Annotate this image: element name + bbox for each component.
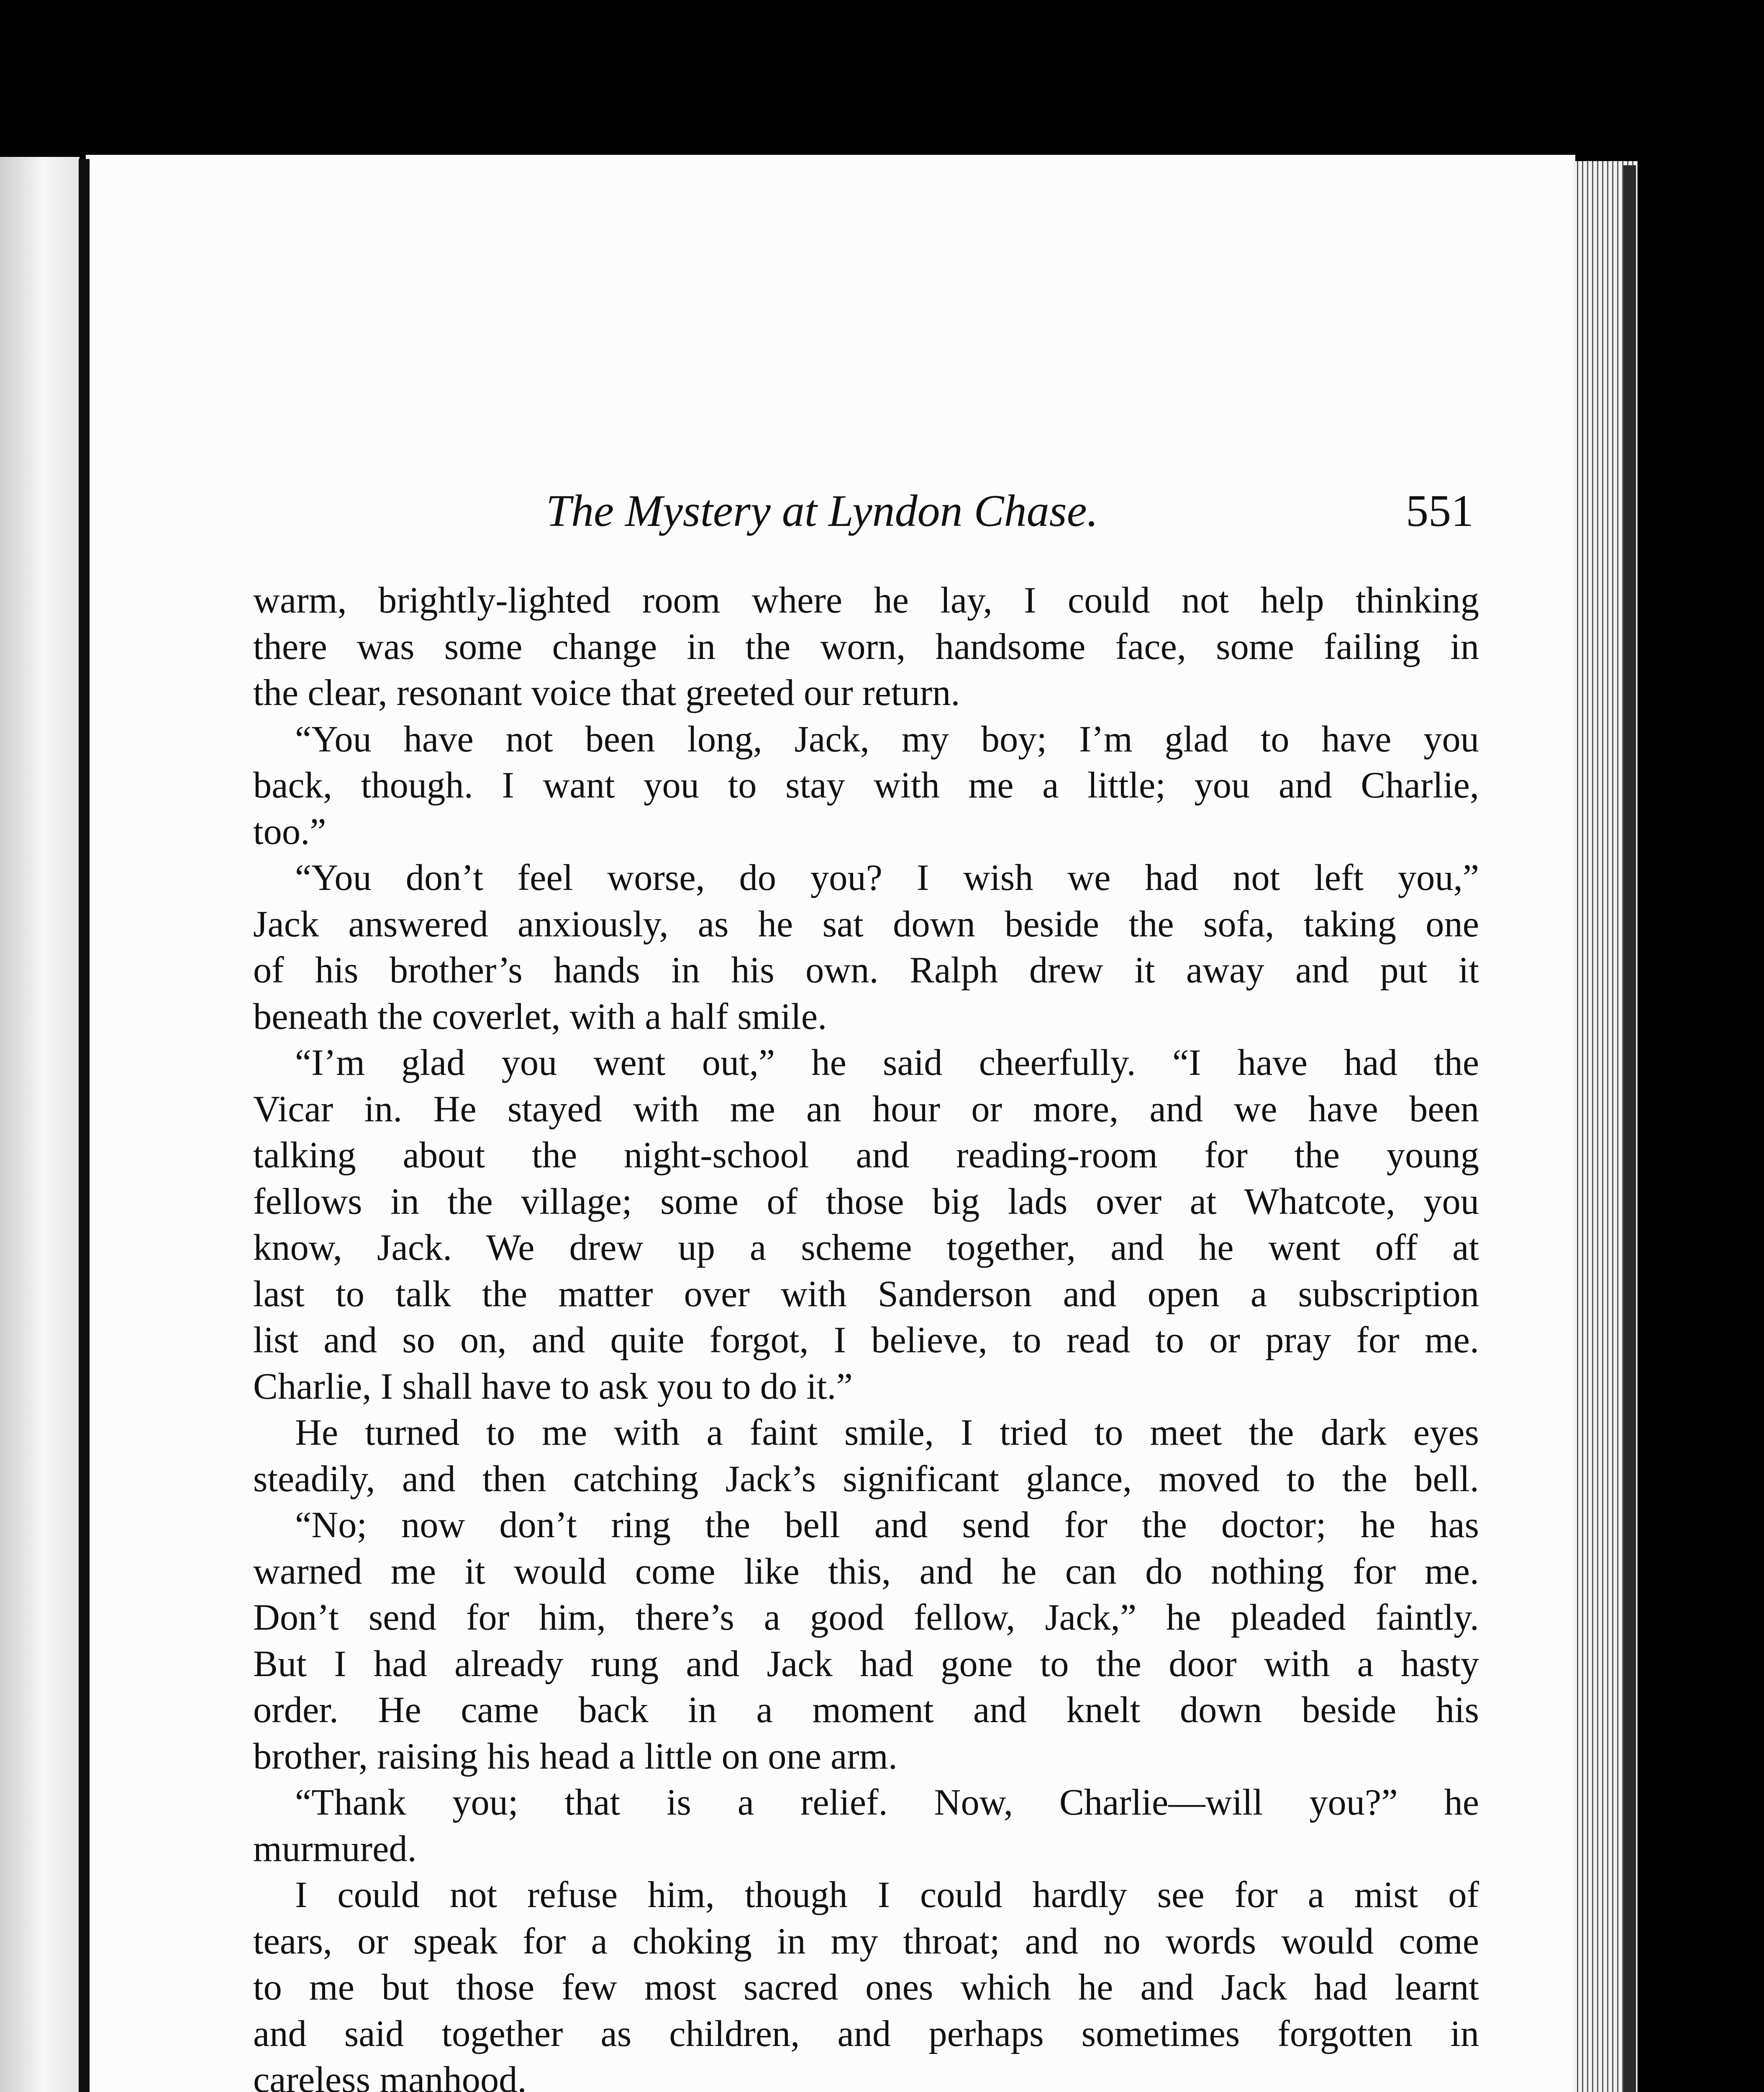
text-line: “You don’t feel worse, do you? I wish we had not left you,” xyxy=(295,857,1479,898)
text-line: order. He came back in a moment and knelt down beside his xyxy=(253,1689,1479,1731)
text-line: He turned to me with a faint smile, I tried to meet the dark eyes xyxy=(295,1412,1479,1453)
text-line: “No; now don’t ring the bell and send for the doctor; he has xyxy=(295,1505,1479,1546)
text-line: know, Jack. We drew up a scheme together, and he went off at xyxy=(253,1227,1479,1268)
text-line: too.” xyxy=(253,811,326,852)
text-line: Charlie, I shall have to ask you to do it.” xyxy=(253,1366,853,1407)
text-line: Jack answered anxiously, as he sat down beside the sofa, taking one xyxy=(253,903,1479,945)
page-edge-shadow xyxy=(1623,165,1636,2092)
text-line: murmured. xyxy=(253,1828,417,1869)
chapter-title: The Mystery at Lyndon Chase. xyxy=(546,486,1098,536)
text-line: “You have not been long, Jack, my boy; I’m glad to have you xyxy=(295,718,1479,760)
text-line: I could not refuse him, though I could hardly see for a mist of xyxy=(295,1874,1479,1915)
text-line: “Thank you; that is a relief. Now, Charlie—will you?” he xyxy=(295,1782,1479,1823)
text-line: beneath the coverlet, with a half smile. xyxy=(253,996,827,1037)
text-line: talking about the night-school and reading-room for the young xyxy=(253,1135,1479,1176)
book-page xyxy=(86,155,1575,2092)
text-line: last to talk the matter over with Sanderson and open a subscription xyxy=(253,1273,1479,1315)
body-text xyxy=(253,577,1479,2092)
text-line: of his brother’s hands in his own. Ralph drew it away and put it xyxy=(253,950,1479,991)
text-line: But I had already rung and Jack had gone to the door with a hasty xyxy=(253,1643,1479,1684)
text-line: to me but those few most sacred ones which he and Jack had learnt xyxy=(253,1967,1479,2008)
text-line: “I’m glad you went out,” he said cheerfully. “I have had the xyxy=(295,1042,1479,1083)
text-line: there was some change in the worn, handsome face, some failing in xyxy=(253,626,1479,667)
text-line: back, though. I want you to stay with me a little; you and Charlie, xyxy=(253,765,1479,806)
text-line: careless manhood. xyxy=(253,2059,527,2092)
book-gutter xyxy=(79,159,90,2092)
text-line: the clear, resonant voice that greeted our return. xyxy=(253,672,960,713)
text-line: Don’t send for him, there’s a good fellow, Jack,” he pleaded faintly. xyxy=(253,1597,1479,1638)
text-line: tears, or speak for a choking in my throat; and no words would come xyxy=(253,1920,1479,1962)
text-line: and said together as children, and perhaps sometimes forgotten in xyxy=(253,2013,1479,2054)
text-line: list and so on, and quite forgot, I believe, to read to or pray for me. xyxy=(253,1320,1479,1361)
text-line: Vicar in. He stayed with me an hour or more, and we have been xyxy=(253,1088,1479,1130)
text-line: brother, raising his head a little on one arm. xyxy=(253,1736,897,1777)
running-head xyxy=(86,485,1575,544)
text-line: fellows in the village; some of those big lads over at Whatcote, you xyxy=(253,1181,1479,1222)
left-page-edge xyxy=(0,157,79,2092)
text-line: warned me it would come like this, and he can do nothing for me. xyxy=(253,1551,1479,1592)
page-number: 551 xyxy=(1406,486,1474,536)
text-line: steadily, and then catching Jack’s significant glance, moved to the bell. xyxy=(253,1458,1479,1500)
text-line: warm, brightly-lighted room where he lay, I could not help thinking xyxy=(253,580,1479,621)
